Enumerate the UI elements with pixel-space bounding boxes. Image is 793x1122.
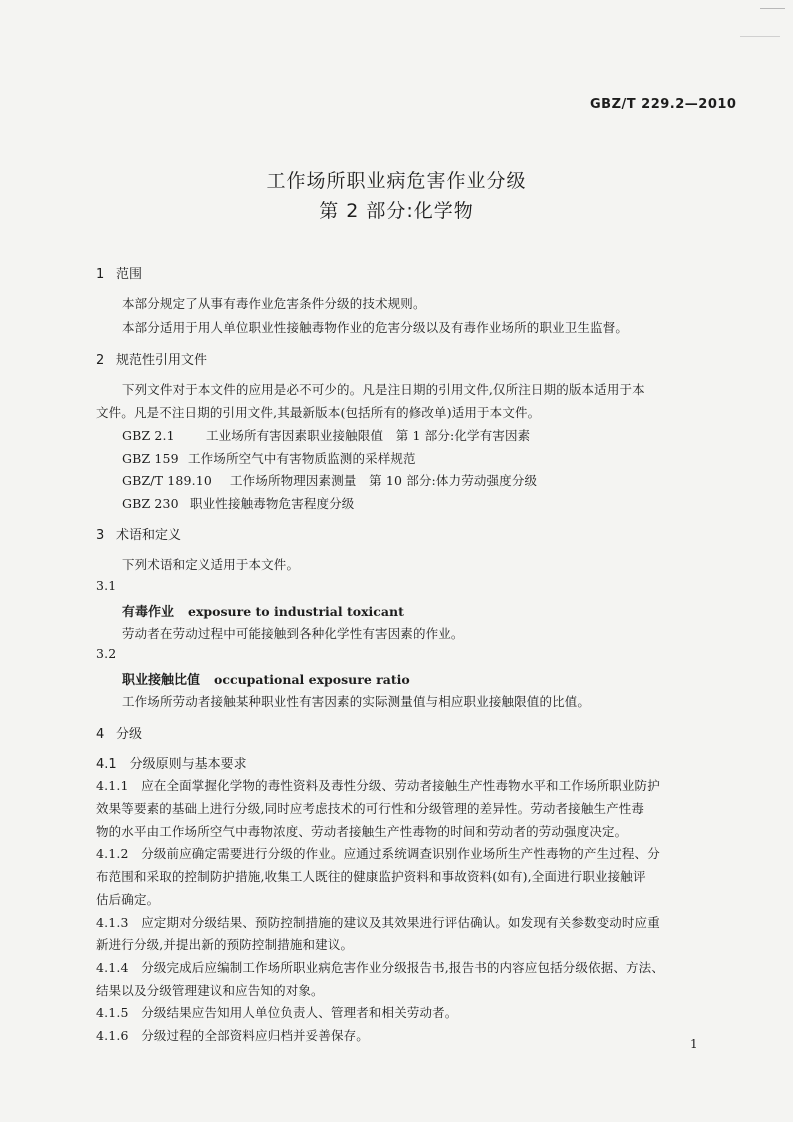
paragraph: 本部分规定了从事有毒作业危害条件分级的技术规则。 [122, 296, 426, 311]
clause: 4.1.1 应在全面掌握化学物的毒性资料及毒性分级、劳动者接触生产性毒物水平和工作场所职业防护 [96, 778, 660, 793]
section-heading [96, 723, 142, 742]
clause: 4.1.6 分级过程的全部资料应归档并妥善保存。 [96, 1028, 369, 1043]
section-title: 术语和定义 [116, 528, 182, 543]
subsection-heading: 4.1 分级原则与基本要求 [96, 757, 247, 772]
clause: 4.1.4 分级完成后应编制工作场所职业病危害作业分级报告书,报告书的内容应包括分级依据、方法、 [96, 960, 664, 975]
reference-title: 工作场所空气中有害物质监测的采样规范 [188, 451, 416, 466]
paragraph: 下列文件对于本文件的应用是必不可少的。凡是注日期的引用文件,仅所注日期的版本适用于本 [122, 382, 645, 397]
clause: 4.1.5 分级结果应告知用人单位负责人、管理者和相关劳动者。 [96, 1005, 458, 1020]
section-title: 规范性引用文件 [116, 353, 208, 368]
reference-item [122, 426, 530, 444]
section-title: 分级 [116, 727, 143, 742]
reference-code: GBZ 2.1 [122, 428, 175, 443]
section-number: 3 [96, 528, 105, 543]
clause: 4.1.3 应定期对分级结果、预防控制措施的建议及其效果进行评估确认。如发现有关参数变动时应重 [96, 915, 660, 930]
reference-title: 工业场所有害因素职业接触限值 第 1 部分:化学有害因素 [206, 428, 531, 443]
section-number: 4 [96, 727, 105, 742]
reference-title: 工作场所物理因素测量 第 10 部分:体力劳动强度分级 [230, 473, 538, 488]
section-title: 范围 [116, 267, 143, 282]
clause-continuation: 布范围和采取的控制防护措施,收集工人既往的健康监护资料和事故资料(如有),全面进行职业接触评 [96, 869, 646, 884]
page-number: 1 [690, 1037, 698, 1051]
section-number: 2 [96, 353, 105, 368]
term-number: 3.1 [96, 578, 117, 593]
standard-code: GBZ/T 229.2—2010 [590, 97, 737, 112]
reference-code: GBZ/T 189.10 [122, 473, 212, 488]
clause-continuation: 效果等要素的基础上进行分级,同时应考虑技术的可行性和分级管理的差异性。劳动者接触生产性毒 [96, 801, 645, 816]
reference-item [122, 471, 537, 489]
paragraph: 文件。凡是不注日期的引用文件,其最新版本(包括所有的修改单)适用于本文件。 [96, 405, 541, 420]
section-heading [96, 263, 142, 282]
clause-continuation: 估后确定。 [96, 892, 160, 907]
section-number: 1 [96, 267, 105, 282]
clause-continuation: 物的水平由工作场所空气中毒物浓度、劳动者接触生产性毒物的时间和劳动者的劳动强度决定。 [96, 824, 628, 839]
clause-continuation: 结果以及分级管理建议和应告知的对象。 [96, 983, 324, 998]
document-subtitle: 第 2 部分:化学物 [319, 200, 474, 222]
paragraph: 本部分适用于用人单位职业性接触毒物作业的危害分级以及有毒作业场所的职业卫生监督。 [122, 320, 629, 335]
reference-code: GBZ 159 [122, 451, 179, 466]
clause: 4.1.2 分级前应确定需要进行分级的作业。应通过系统调查识别作业场所生产性毒物的产生过程、分 [96, 846, 660, 861]
scan-artifact [740, 36, 780, 37]
reference-item [122, 449, 416, 467]
paragraph: 下列术语和定义适用于本文件。 [122, 557, 300, 572]
scan-artifact [760, 8, 785, 9]
section-heading [96, 524, 181, 543]
reference-code: GBZ 230 [122, 496, 179, 511]
term-definition: 工作场所劳动者接触某种职业性有害因素的实际测量值与相应职业接触限值的比值。 [122, 694, 591, 709]
term-entry [122, 669, 410, 688]
clause-continuation: 新进行分级,并提出新的预防控制措施和建议。 [96, 937, 354, 952]
term-definition: 劳动者在劳动过程中可能接触到各种化学性有害因素的作业。 [122, 626, 464, 641]
term-chinese: 有毒作业 [122, 605, 175, 620]
reference-title: 职业性接触毒物危害程度分级 [190, 496, 355, 511]
document-title: 工作场所职业病危害作业分级 [266, 170, 527, 192]
term-chinese: 职业接触比值 [122, 673, 201, 688]
section-heading [96, 349, 207, 368]
term-entry [122, 601, 404, 620]
term-english: occupational exposure ratio [214, 672, 410, 687]
reference-item [122, 494, 354, 512]
term-english: exposure to industrial toxicant [188, 604, 404, 619]
term-number: 3.2 [96, 646, 117, 661]
